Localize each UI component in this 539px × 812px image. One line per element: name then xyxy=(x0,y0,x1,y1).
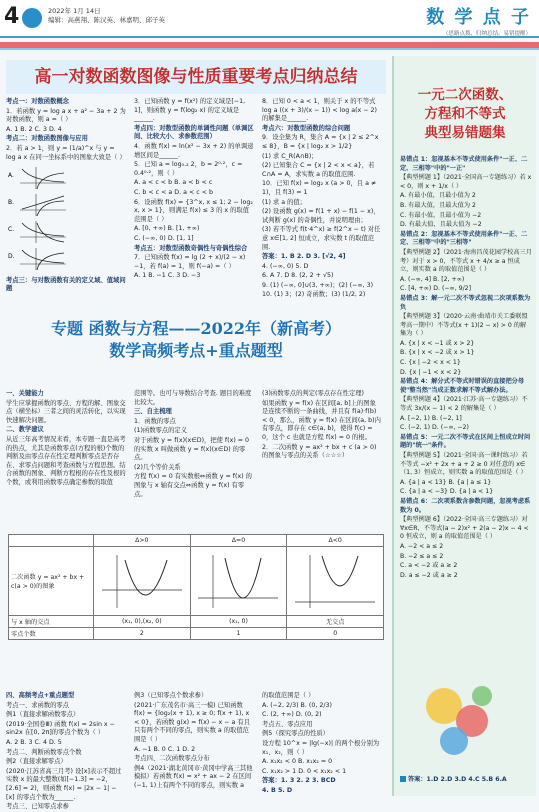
page-number: 4 xyxy=(4,4,20,29)
option: C. {a | a < −3} D. {a | a < 1} xyxy=(400,488,494,496)
paragraph: 2．二次函数 y = ax² + bx + c (a > 0) 的图象与零点的关系（☆☆☆） xyxy=(262,443,377,460)
article-2-col-1 xyxy=(6,390,126,528)
table-header-cell: Δ>0 xyxy=(94,535,191,547)
answer-key: 10. (1) 3；(2) 奇函数；(3) (1/2, 2) xyxy=(262,291,366,299)
brand-subtitle: （思路点拨、归纳总结、易错提醒） xyxy=(442,31,531,37)
answer-text: 答案：1.D 2.D 3.D 4.C 5.B 6.A xyxy=(408,776,507,783)
answer-key: 9. (1) (−∞, 0]∪(3, +∞)；(2) (−∞, 3) xyxy=(262,281,374,289)
question-text: (1) 求 C_R(A∩B)； xyxy=(262,152,318,160)
option: B. −2 ≤ a ≤ 2 xyxy=(400,552,444,560)
article-1-title-banner xyxy=(6,60,386,94)
option: A. 有最小值，且最小值为 2 xyxy=(400,192,476,200)
option: A. {a | a < 13} B. {a | a ≤ 1} xyxy=(400,478,492,486)
answer-key: 6. A 7. D 8. (2, 2 + √5) xyxy=(262,272,334,280)
example-question: 【典型例题 5】（2021·全国·高一课时练习）若不等式 −x² + 2x + a + 2 ≥ 0 对任意的 x∈（1, 3）恒成立，则实数 a 的取值范围是（ ） xyxy=(400,452,528,477)
sidebar-title xyxy=(394,86,536,143)
graph-option-label: B. xyxy=(8,199,15,207)
table-cell: (x₁, 0) xyxy=(190,616,287,628)
article-1-title: 高一对数函数图像与性质重要考点归纳总结 xyxy=(34,67,358,87)
table-row xyxy=(9,628,384,640)
column-brand xyxy=(426,3,531,37)
paragraph: (2)几个等价关系 xyxy=(134,463,181,471)
paragraph: 方程 f(x) = 0 有实数根⇔函数 y = f(x) 的图象与 x 轴有交点⇔函数 y = f(x) 有零点。 xyxy=(134,473,252,498)
article-2-lower-col-3 xyxy=(262,692,382,796)
section-heading: 考点二：对数函数图像与应用 xyxy=(6,135,88,143)
question-options: C. b < c < a D. a < c < b xyxy=(134,188,214,196)
table-cell: 二次函数 y = ax² + bx + c(a > 0)的图象 xyxy=(9,547,94,616)
numbers-illustration-icon xyxy=(414,666,504,776)
quadratic-zeros-table xyxy=(8,534,384,640)
question-text: (3) 若不等式 f(t·4^x) ≥ f(2^x − t) 对任意 x∈[1, 2] 恒成立，求实数 t 的取值范围. xyxy=(262,226,381,251)
question-text: 6．设函数 f(x) = {3^x, x ≤ 1; 2 − log₂ x, x > 1}，则满足 f(x) ≤ 3 的 x 的取值范围是（ ） xyxy=(134,198,253,223)
option: A. −2 < a ≤ 2 xyxy=(400,542,444,550)
question-text: 3．已知函数 y = f(x²) 的定义域是[−1, 1]，则函数 y = f(log₂ x) 的定义域是______. xyxy=(134,98,246,123)
error-point: 易错点 1：忽视基本不等式使用条件"一正、二定、三相等"中的"一正" xyxy=(400,156,528,172)
paragraph: (3)函数零点的判定(零点存在性定理) xyxy=(262,390,364,397)
paragraph: 从近三年高考情况来看，本专题一直是高考的热点，尤其是函数零点(方程的根)个数的判断及由零点存在性定理判断零点是否存在、求零点问题和考查函数与方程思想。结合函数的图象、判断方程根的存在性及根的个数，或利用函数零点确定参数的取值 xyxy=(6,435,126,486)
article-2-lower-col-2 xyxy=(134,692,254,796)
article-1-col-1 xyxy=(6,98,126,308)
paragraph: 设方程 10^x = |lg(−x)| 的两个根分别为 x₁、x₂，则（ ） xyxy=(262,739,380,756)
table-cell: (x₁, 0),(x₂, 0) xyxy=(94,616,191,628)
answer-key: 答案：1. 3 2. 2 3. BCD xyxy=(262,777,336,785)
paragraph: 例2（直接求解零点） xyxy=(6,758,67,766)
article-2-lower-body xyxy=(6,692,386,811)
graph-option-b xyxy=(8,194,66,216)
article-2-title xyxy=(6,318,386,382)
table-cell xyxy=(94,547,191,616)
question-text: 5．已知 a = log₀.₂ 2，b = 2⁰·²，c = 0.4⁰·²，则（ ） xyxy=(134,161,243,177)
sidebar-title-line: 典型易错题集 xyxy=(424,125,506,141)
option: A. [−2, 1) B. (−2, 1] xyxy=(400,414,462,422)
option: B. 有最大值，且最大值为 2 xyxy=(400,201,476,209)
paragraph: (2019·全国卷Ⅲ) 函数 f(x) = 2sin x − sin2x 在[0, 2π]的零点个数为（ ） xyxy=(6,720,115,737)
sidebar-title-line: 一元二次函数、 xyxy=(417,87,513,103)
graph-option-d xyxy=(8,248,66,270)
bullet-icon xyxy=(400,776,406,782)
question-text: (1) 求 a 的值； xyxy=(262,198,306,206)
article-1-col-3 xyxy=(262,98,382,308)
answer-key: 4. (−∞, 0) 5. D xyxy=(262,262,309,270)
section-heading: 四、高频考点+重点题型 xyxy=(6,692,75,699)
parabola-one-root-graph xyxy=(193,550,283,610)
option: C. 有最小值，且最小值为 −2 xyxy=(400,211,482,219)
table-header-cell: Δ<0 xyxy=(287,535,384,547)
table-cell: 零点个数 xyxy=(9,628,94,640)
option: A. (−∞, 4] B. [2, +∞) xyxy=(400,275,465,283)
paragraph: A. 2 B. 3 C. 4 D. 5 xyxy=(6,738,62,746)
question-options: A. [0, +∞) B. [1, +∞) xyxy=(134,225,200,233)
question-text: 8．已知 0 < a < 1，则关于 x 的不等式 log a ((x + 3)/(x − 1)) < log a(x − 2) 的解集是______. xyxy=(262,98,378,123)
issue-date: 2022年 1月 14日 xyxy=(48,7,101,15)
paragraph: A. −1 B. 0 C. 1 D. 2 xyxy=(134,745,196,753)
question-text: 2．若 a > 1，则 y = (1/a)^x 与 y = log a x 在同一坐标系中的图象大致是（ ） xyxy=(6,144,126,161)
paragraph: (1)函数零点的定义 xyxy=(134,427,187,435)
paragraph: 例1（直接求解函数零点） xyxy=(6,711,80,719)
section-heading: 考点一：对数函数概念 xyxy=(6,98,69,105)
paragraph: 学生应掌握函数的零点、方程的解、图象交点（横坐标）三者之间的灵活转化，以实现快速解决问题。 xyxy=(6,399,126,424)
graph-option-label: C. xyxy=(8,226,15,234)
sidebar-answer-key xyxy=(400,774,532,783)
table-cell: 2 xyxy=(94,628,191,640)
option: A. {x | x < −1 或 x > 2} xyxy=(400,339,475,347)
table-cell: 0 xyxy=(287,628,384,640)
example-question: 【典型例题 4】（2021·江苏·高一专题练习）不等式 3x/(x − 1) < 2 的解集是（ ） xyxy=(400,396,528,413)
question-options: A. 1 B. −1 C. 3 D. −3 xyxy=(134,272,201,280)
article-1-col-2 xyxy=(134,98,254,308)
table-cell xyxy=(287,547,384,616)
paragraph: 考点二、判断函数零点个数 xyxy=(6,748,82,756)
option: C. {x | −2 < x < 1} xyxy=(400,359,461,367)
article-1-body xyxy=(6,98,386,308)
question-options: C. (−∞, 0) D. [1, 1] xyxy=(134,234,194,242)
graph-option-label: D. xyxy=(8,253,15,261)
table-row xyxy=(9,616,384,628)
paragraph: 例5（探究零点的性质） xyxy=(262,730,329,738)
section-heading: 考点五：对数型函数奇偶性与奇偶性综合 xyxy=(134,244,248,252)
issue-meta xyxy=(48,7,165,25)
error-point: 易错点 6：二次项系数含参数问题，忽视考虑系数为 0。 xyxy=(400,497,531,514)
table-row xyxy=(9,547,384,616)
answer-key: 4. B 5. D xyxy=(262,786,293,794)
newspaper-logo-icon xyxy=(22,8,42,28)
section-heading: 考点六：对数型函数的综合问题 xyxy=(262,124,351,132)
decorative-stripe-thin xyxy=(0,48,539,50)
table-header-cell: Δ=0 xyxy=(190,535,287,547)
table-cell: 与 x 轴的交点 xyxy=(9,616,94,628)
option: D. 有最大值，且最大值为 −2 xyxy=(400,221,482,229)
table-header-cell xyxy=(9,535,94,547)
graph-option-c xyxy=(8,221,66,243)
paragraph: 范围等。也可与导数结合考查. 题目的难度比较大。 xyxy=(134,390,252,406)
question-text: 7．已知函数 f(x) = lg (2 + x)/(2 − x) −1，若 f(a) = 1，则 f(−a) =（ ） xyxy=(134,254,246,270)
article-2-title-line-2: 数学高频考点+重点题型 xyxy=(109,341,283,360)
paragraph: 考点五、零点应用 xyxy=(262,720,313,728)
paragraph: C. (2, +∞) D. (0, 2) xyxy=(262,711,322,719)
brand-title: 数 学 点 子 xyxy=(426,7,531,28)
sidebar-title-line: 方程和不等式 xyxy=(424,106,506,122)
question-text: 9．设全集为 R，集合 A = {x | 2 ≤ 2^x ≤ 8}，B = {x | log₂ x > 1/2} xyxy=(262,134,379,150)
parabola-two-roots-graph xyxy=(97,550,187,610)
article-2-title-line-1: 专题 函数与方程——2022年（新高考） xyxy=(50,319,342,338)
paragraph: 考点三、已知零点求参 xyxy=(6,803,69,811)
answer-key: 答案：1. B 2. D 3. [√2, 4] xyxy=(262,253,346,261)
error-point: 易错点 2：忽视基本不等式使用条件"一正、二定、三相等"中的"三相等" xyxy=(400,230,528,247)
article-2-body xyxy=(6,390,386,528)
paragraph: 1．函数的零点 xyxy=(134,417,176,425)
option: D. a ≤ −2 或 a ≥ 2 xyxy=(400,571,458,579)
paragraph: 例3（已知零点个数求参） xyxy=(134,692,208,699)
function-graph-options xyxy=(6,165,121,273)
parabola-no-root-graph xyxy=(290,550,380,610)
paragraph: A. (−2, 2/3) B. (0, 2/3) xyxy=(262,701,332,709)
error-point: 易错点 5：一元二次不等式在区间上恒成立时问题的"统一"条件。 xyxy=(400,433,531,450)
error-collection-sidebar xyxy=(392,56,536,796)
paragraph: (2020·江苏省高三月考) 设[x]表示不超过实数 x 的最大整数(如[−1.3] = −2，[2.6] = 2)，则函数 f(x) = |2x − 1| − [x] 的零点个数为______. xyxy=(6,767,122,801)
option: C. (−2, 1) D. (−∞, −2) xyxy=(400,424,469,432)
table-cell xyxy=(190,547,287,616)
paragraph: 对于函数 y = f(x)(x∈D)，把使 f(x) = 0 的实数 x 叫做函数 y = f(x)(x∈D) 的零点。 xyxy=(134,436,250,462)
section-heading: 一、关键能力 xyxy=(6,390,44,397)
paragraph: (2021·广东茂名市·高三一模) 已知函数 f(x) = {log₂(x + 1), x ≥ 0; f(x + 1), x < 0}，若函数 g(x) = f(x) − x − a 有且只有两个不同的零点，则实数 a 的取值范围是（ ） xyxy=(134,701,250,743)
paragraph: 如果函数 y = f(x) 在区间[a, b]上的图象是连续不断的一条曲线，并且有 f(a)·f(b) < 0，那么，函数 y = f(x) 在区间(a, b)内有零点，即存在 c∈(a, b)，使得 f(c) = 0，这个 c 也就是方程 f(x) = 0 的根。 xyxy=(262,399,381,441)
paragraph: C. x₁x₂ > 1 D. 0 < x₁x₂ < 1 xyxy=(262,767,347,775)
table-cell: 无交点 xyxy=(287,616,384,628)
option: C. [4, +∞) D. (−∞, 9/2] xyxy=(400,285,472,293)
question-text: (2) 设函数 g(x) = f(1 + x) − f(1 − x)，试判断 g(x) 的奇偶性，并说明理由； xyxy=(262,208,380,224)
graph-option-a xyxy=(8,167,66,189)
error-point: 易错点 4：解分式不等式时错误的直接把分母使"整当然"当成正数求解不等式解办法。 xyxy=(400,378,525,394)
question-options: A. a < c < b B. a < b < c xyxy=(134,179,213,187)
section-heading: 三、自主梳理 xyxy=(134,408,172,416)
article-2-lower-col-1 xyxy=(6,692,126,811)
paragraph: 考点四、二次函数零点分布 xyxy=(134,755,210,763)
example-question: 【典型例题 3】（2020·云南·曲靖市关工委联盟考高一期中）不等式(x + 1)(2 − x) > 0 的解集为（ ） xyxy=(400,313,528,338)
error-point: 易错点 3：解一元二次不等式忽视二次项系数为负 xyxy=(400,294,531,311)
article-2-col-2 xyxy=(134,390,254,528)
example-question: 【典型例题 6】（2022·全国·高三专题练习）对∀x∈R，不等式(a − 2)x² + 2(a − 2)x − 4 < 0 恒成立，则 a 的取值范围是（ ） xyxy=(400,516,529,541)
example-question: 【典型例题 2】（2021·海南昌茂花园学校高三月考）对于 x > 0，不等式 x + 4/x ≥ a 恒成立，则实数 a 的取值范围是（ ） xyxy=(400,248,532,274)
section-heading: 考点三：与对数函数有关的定义域、值域问题 xyxy=(6,276,126,293)
question-text: 10．已知 f(x) = log₂ x (a > 0，且 a ≠ 1)，且 f(3) = 1 xyxy=(262,180,377,196)
paragraph: 考点一、求函数的零点 xyxy=(6,701,69,709)
question-options: A. 1 B. 2 C. 3 D. 4 xyxy=(6,125,62,133)
question-text: 1．若函数 y = log a x + a² − 3a + 2 为对数函数，则 a =（ ） xyxy=(6,107,126,124)
paragraph: A. x₁x₂ < 0 B. x₁x₂ = 0 xyxy=(262,758,333,766)
paragraph: 的取值范围是（ ） xyxy=(262,692,315,699)
table-header-row xyxy=(9,535,384,547)
page-header xyxy=(0,0,539,38)
option: B. {x | x < −2 或 x > 1} xyxy=(400,349,475,357)
graph-option-label: A. xyxy=(8,172,14,180)
editors: 编辑：高燕翔、陈汉英、林嘉明、邱子英 xyxy=(48,16,165,24)
option: D. {x | −1 < x < 2} xyxy=(400,368,462,376)
paragraph: 例4（2021·湖北黄冈市·黄冈中学高三其他模拟）若函数 f(x) = x² + ax − 2 在区间(−1, 1)上有两个不同的零点，则实数 a xyxy=(134,764,253,789)
option: C. a < −2 或 a ≥ 2 xyxy=(400,562,458,570)
sidebar-body xyxy=(400,156,532,746)
question-text: (2) 已知集合 C = {x | 2 < x < a}，若 C∩A = A，求实数 a 的取值范围. xyxy=(262,162,375,178)
question-text: 4．函数 f(x) = ln(x² − 3x + 2) 的单调递增区间是______. xyxy=(134,142,254,159)
example-question: 【典型例题 1】（2021·全国高一专题练习）若 x < 0，则 x + 1/x（ ） xyxy=(400,174,532,190)
section-heading: 二、教学建议 xyxy=(6,426,44,434)
article-2-col-3 xyxy=(262,390,382,528)
section-heading: 考点四：对数型函数的单调性问题（单调区间、比较大小、求参数范围） xyxy=(134,124,254,141)
table-cell: 1 xyxy=(190,628,287,640)
